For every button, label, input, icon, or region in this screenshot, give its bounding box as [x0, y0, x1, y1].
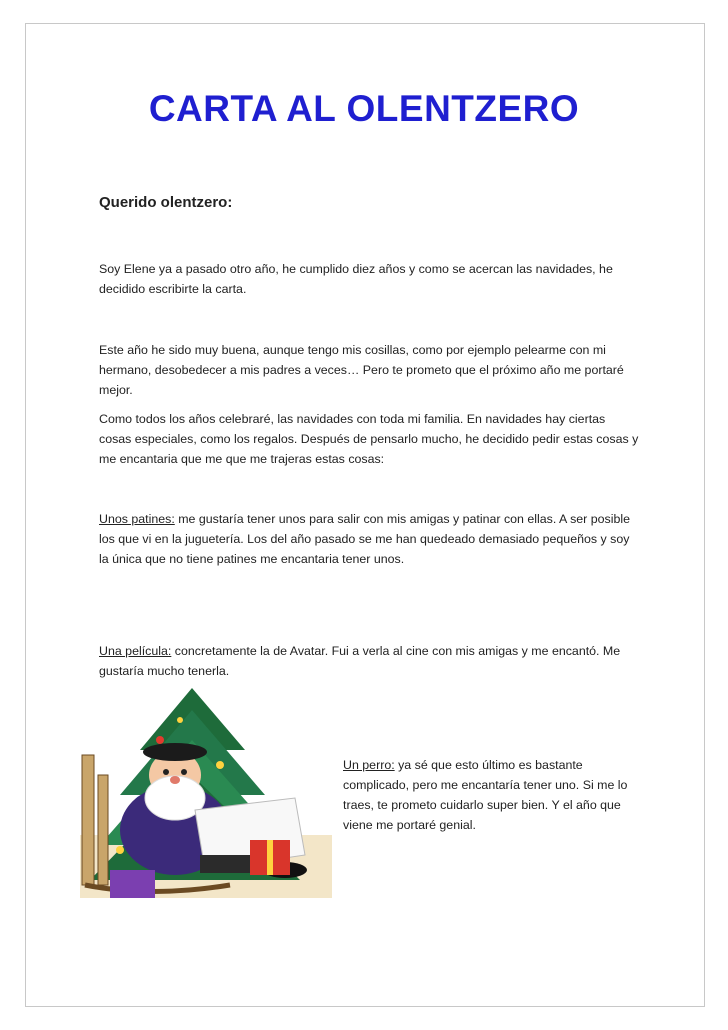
wish-movie — [99, 641, 639, 681]
wish-skates-label: Unos patines: — [99, 512, 175, 526]
wish-movie-label: Una película: — [99, 644, 172, 658]
olentzero-illustration — [80, 680, 332, 898]
letter-title: CARTA AL OLENTZERO — [148, 88, 580, 129]
wish-dog — [343, 755, 643, 835]
wish-dog-label: Un perro: — [343, 758, 395, 772]
wish-dog-text: ya sé que esto último es bastante complicado, pero me encantaría tener uno. Si me lo traes, te prometo cuidarlo super bien. Y el año que viene me portaré genial. — [343, 758, 628, 832]
salutation: Querido olentzero: — [99, 194, 233, 211]
paragraph-christmas: Como todos los años celebraré, las navidades con toda mi familia. En navidades hay ciertas cosas especiales, como los regalos. Después de pensarlo mucho, he decidido pedir estas cosas y me encantaria que me que me trajeras estas cosas: — [99, 412, 639, 466]
wish-skates — [99, 509, 639, 569]
paragraph-intro: Soy Elene ya a pasado otro año, he cumplido diez años y como se acercan las navidades, he decidido escribirte la carta. — [99, 262, 613, 296]
wish-skates-text: me gustaría tener unos para salir con mis amigas y patinar con ellas. A ser posible los que vi en la juguetería. Los del año pasado se me han quedeado demasiado pequeños y soy la única que no tiene patines me encantaria tener unos. — [99, 512, 631, 566]
wish-movie-text: concretamente la de Avatar. Fui a verla al cine con mis amigas y me encantó. Me gustaría mucho tenerla. — [99, 644, 621, 678]
paragraph-behavior: Este año he sido muy buena, aunque tengo mis cosillas, como por ejemplo pelearme con mi hermano, desobedecer a mis padres a veces… Pero te prometo que el próximo año me portaré mejor. — [99, 343, 624, 397]
